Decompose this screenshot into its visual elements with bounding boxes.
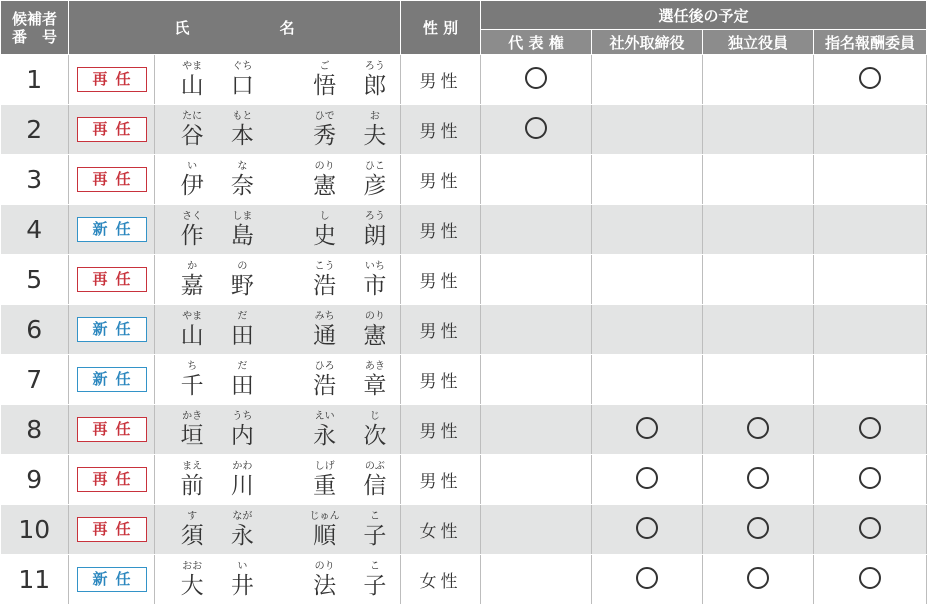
kanji: 浩 bbox=[313, 273, 337, 299]
kanji: 子 bbox=[363, 573, 387, 599]
kanji: 市 bbox=[363, 273, 387, 299]
independent-officer-mark-cell bbox=[703, 555, 814, 605]
kanji: 秀 bbox=[313, 123, 337, 149]
furigana: しげ bbox=[314, 461, 335, 472]
name-character bbox=[350, 361, 400, 400]
name-character bbox=[167, 161, 217, 200]
kanji: 奈 bbox=[230, 173, 254, 199]
name-character bbox=[300, 511, 350, 550]
status-cell bbox=[69, 55, 155, 105]
sex-cell: 男性 bbox=[401, 355, 481, 405]
independent-officer-mark-cell bbox=[703, 155, 814, 205]
kanji: 作 bbox=[180, 223, 204, 249]
nomination-committee-mark-cell bbox=[814, 155, 927, 205]
furigana: ぐち bbox=[232, 61, 253, 72]
name-character bbox=[167, 561, 217, 600]
kanji: 山 bbox=[180, 73, 204, 99]
outside-director-mark-cell bbox=[592, 205, 703, 255]
furigana: ひで bbox=[314, 111, 335, 122]
sex-cell: 男性 bbox=[401, 255, 481, 305]
sex-cell: 男性 bbox=[401, 205, 481, 255]
furigana: こ bbox=[369, 561, 380, 572]
name-character bbox=[350, 461, 400, 500]
furigana: たに bbox=[182, 111, 203, 122]
furigana: す bbox=[187, 511, 198, 522]
representative-mark-cell bbox=[481, 555, 592, 605]
representative-mark-cell bbox=[481, 205, 592, 255]
nomination-committee-mark-cell bbox=[814, 555, 927, 605]
status-badge: 新任 bbox=[77, 317, 147, 342]
furigana: し bbox=[319, 211, 330, 222]
sex-cell: 男性 bbox=[401, 105, 481, 155]
kanji: 須 bbox=[180, 523, 204, 549]
name-cell bbox=[155, 55, 401, 105]
candidate-name bbox=[155, 555, 400, 604]
circle-mark-icon bbox=[859, 567, 881, 589]
circle-mark-icon bbox=[636, 417, 658, 439]
status-cell bbox=[69, 405, 155, 455]
table-row bbox=[1, 355, 927, 405]
representative-mark-cell bbox=[481, 355, 592, 405]
kanji: 信 bbox=[363, 473, 387, 499]
name-character bbox=[217, 161, 267, 200]
name-character bbox=[350, 511, 400, 550]
furigana: お bbox=[369, 111, 380, 122]
furigana: かわ bbox=[232, 461, 253, 472]
circle-mark-icon bbox=[525, 67, 547, 89]
kanji: 田 bbox=[230, 323, 254, 349]
name-character bbox=[350, 261, 400, 300]
status-badge: 再任 bbox=[77, 117, 147, 142]
furigana: ろう bbox=[364, 211, 385, 222]
outside-director-header: 社外取締役 bbox=[592, 30, 703, 55]
name-header-right: 名 bbox=[279, 19, 295, 37]
furigana: みち bbox=[314, 311, 335, 322]
furigana: い bbox=[187, 161, 198, 172]
kanji: 川 bbox=[230, 473, 254, 499]
outside-director-mark-cell bbox=[592, 105, 703, 155]
status-cell bbox=[69, 255, 155, 305]
representative-header: 代 表 権 bbox=[481, 30, 592, 55]
independent-officer-mark-cell bbox=[703, 405, 814, 455]
name-cell bbox=[155, 255, 401, 305]
sex-cell: 男性 bbox=[401, 305, 481, 355]
representative-mark-cell bbox=[481, 305, 592, 355]
name-character bbox=[167, 211, 217, 250]
kanji: 井 bbox=[230, 573, 254, 599]
kanji: 本 bbox=[230, 123, 254, 149]
kanji: 伊 bbox=[180, 173, 204, 199]
candidate-name bbox=[155, 105, 400, 154]
circle-mark-icon bbox=[747, 567, 769, 589]
name-cell bbox=[155, 355, 401, 405]
kanji: 憲 bbox=[363, 323, 387, 349]
outside-director-mark-cell bbox=[592, 505, 703, 555]
name-character bbox=[217, 411, 267, 450]
kanji: 郎 bbox=[363, 73, 387, 99]
candidate-number-header bbox=[1, 1, 69, 55]
circle-mark-icon bbox=[636, 517, 658, 539]
candidate-number: 3 bbox=[1, 155, 69, 205]
kanji: 永 bbox=[230, 523, 254, 549]
candidate-number: 9 bbox=[1, 455, 69, 505]
independent-officer-header: 独立役員 bbox=[703, 30, 814, 55]
table-row bbox=[1, 555, 927, 605]
table-row bbox=[1, 205, 927, 255]
furigana: い bbox=[237, 561, 248, 572]
nomination-committee-mark-cell bbox=[814, 455, 927, 505]
sex-cell: 男性 bbox=[401, 155, 481, 205]
name-character bbox=[300, 561, 350, 600]
name-cell bbox=[155, 505, 401, 555]
status-cell bbox=[69, 155, 155, 205]
kanji: 法 bbox=[313, 573, 337, 599]
nomination-committee-mark-cell bbox=[814, 305, 927, 355]
furigana: な bbox=[237, 161, 248, 172]
name-character bbox=[167, 311, 217, 350]
status-badge: 再任 bbox=[77, 417, 147, 442]
candidate-number: 1 bbox=[1, 55, 69, 105]
furigana: のり bbox=[314, 561, 335, 572]
candidate-name bbox=[155, 405, 400, 454]
furigana: こう bbox=[314, 261, 335, 272]
table-row bbox=[1, 505, 927, 555]
kanji: 島 bbox=[230, 223, 254, 249]
furigana: のり bbox=[364, 311, 385, 322]
kanji: 永 bbox=[313, 423, 337, 449]
representative-mark-cell bbox=[481, 105, 592, 155]
circle-mark-icon bbox=[747, 417, 769, 439]
candidate-name bbox=[155, 505, 400, 554]
representative-mark-cell bbox=[481, 505, 592, 555]
furigana: ち bbox=[187, 361, 198, 372]
outside-director-mark-cell bbox=[592, 355, 703, 405]
nomination-committee-mark-cell bbox=[814, 105, 927, 155]
outside-director-mark-cell bbox=[592, 405, 703, 455]
nomination-committee-mark-cell bbox=[814, 205, 927, 255]
circle-mark-icon bbox=[525, 117, 547, 139]
kanji: 千 bbox=[180, 373, 204, 399]
furigana: いち bbox=[364, 261, 385, 272]
nomination-committee-mark-cell bbox=[814, 355, 927, 405]
furigana: だ bbox=[237, 311, 248, 322]
name-character bbox=[167, 411, 217, 450]
name-character bbox=[300, 461, 350, 500]
name-cell bbox=[155, 205, 401, 255]
name-character bbox=[217, 361, 267, 400]
kanji: 史 bbox=[313, 223, 337, 249]
independent-officer-mark-cell bbox=[703, 355, 814, 405]
furigana: のり bbox=[314, 161, 335, 172]
furigana: ひこ bbox=[364, 161, 385, 172]
candidate-number: 10 bbox=[1, 505, 69, 555]
name-character bbox=[217, 511, 267, 550]
nomination-committee-mark-cell bbox=[814, 505, 927, 555]
candidate-number: 5 bbox=[1, 255, 69, 305]
outside-director-mark-cell bbox=[592, 305, 703, 355]
furigana: えい bbox=[314, 411, 335, 422]
candidate-name bbox=[155, 305, 400, 354]
independent-officer-mark-cell bbox=[703, 305, 814, 355]
kanji: 口 bbox=[230, 73, 254, 99]
furigana: しま bbox=[232, 211, 253, 222]
kanji: 重 bbox=[313, 473, 337, 499]
independent-officer-mark-cell bbox=[703, 255, 814, 305]
kanji: 夫 bbox=[363, 123, 387, 149]
furigana: か bbox=[187, 261, 198, 272]
kanji: 野 bbox=[230, 273, 254, 299]
name-character bbox=[350, 61, 400, 100]
name-cell bbox=[155, 305, 401, 355]
furigana: あき bbox=[364, 361, 385, 372]
candidate-rows bbox=[1, 55, 927, 605]
candidate-number: 11 bbox=[1, 555, 69, 605]
independent-officer-mark-cell bbox=[703, 205, 814, 255]
kanji: 通 bbox=[313, 323, 337, 349]
furigana: おお bbox=[182, 561, 203, 572]
status-badge: 新任 bbox=[77, 567, 147, 592]
sex-cell: 男性 bbox=[401, 55, 481, 105]
name-character bbox=[300, 261, 350, 300]
name-character bbox=[300, 361, 350, 400]
sex-cell: 女性 bbox=[401, 505, 481, 555]
name-character bbox=[217, 211, 267, 250]
furigana: うち bbox=[232, 411, 253, 422]
name-header bbox=[69, 1, 401, 55]
sex-cell: 男性 bbox=[401, 455, 481, 505]
furigana: じ bbox=[369, 411, 380, 422]
candidate-name bbox=[155, 155, 400, 204]
furigana: なが bbox=[232, 511, 253, 522]
nomination-committee-mark-cell bbox=[814, 55, 927, 105]
furigana: の bbox=[237, 261, 248, 272]
name-character bbox=[350, 161, 400, 200]
furigana: こ bbox=[369, 511, 380, 522]
name-header-left: 氏 bbox=[174, 19, 190, 37]
name-character bbox=[167, 261, 217, 300]
kanji: 田 bbox=[230, 373, 254, 399]
name-character bbox=[300, 61, 350, 100]
status-cell bbox=[69, 205, 155, 255]
kanji: 前 bbox=[180, 473, 204, 499]
nomination-committee-header: 指名報酬委員 bbox=[814, 30, 927, 55]
name-cell bbox=[155, 405, 401, 455]
outside-director-mark-cell bbox=[592, 455, 703, 505]
candidate-number-header-line1: 候補者 bbox=[11, 9, 57, 28]
kanji: 順 bbox=[313, 523, 337, 549]
name-cell bbox=[155, 555, 401, 605]
name-character bbox=[350, 561, 400, 600]
status-badge: 再任 bbox=[77, 67, 147, 92]
candidate-number: 6 bbox=[1, 305, 69, 355]
furigana: ろう bbox=[364, 61, 385, 72]
name-character bbox=[300, 111, 350, 150]
status-badge: 再任 bbox=[77, 267, 147, 292]
candidate-name bbox=[155, 255, 400, 304]
nomination-committee-mark-cell bbox=[814, 405, 927, 455]
kanji: 垣 bbox=[180, 423, 204, 449]
candidate-name bbox=[155, 205, 400, 254]
status-badge: 新任 bbox=[77, 367, 147, 392]
kanji: 内 bbox=[230, 423, 254, 449]
table-row bbox=[1, 255, 927, 305]
circle-mark-icon bbox=[859, 67, 881, 89]
name-character bbox=[300, 311, 350, 350]
name-character bbox=[217, 311, 267, 350]
name-character bbox=[350, 111, 400, 150]
name-character bbox=[167, 461, 217, 500]
nomination-committee-mark-cell bbox=[814, 255, 927, 305]
independent-officer-mark-cell bbox=[703, 455, 814, 505]
sex-cell: 男性 bbox=[401, 405, 481, 455]
candidate-number: 7 bbox=[1, 355, 69, 405]
furigana: やま bbox=[182, 61, 203, 72]
table-row bbox=[1, 305, 927, 355]
candidate-number-header-line2: 番 号 bbox=[11, 27, 57, 46]
name-cell bbox=[155, 105, 401, 155]
name-character bbox=[300, 211, 350, 250]
kanji: 山 bbox=[180, 323, 204, 349]
furigana: もと bbox=[232, 111, 253, 122]
furigana: だ bbox=[237, 361, 248, 372]
kanji: 次 bbox=[363, 423, 387, 449]
representative-mark-cell bbox=[481, 55, 592, 105]
kanji: 悟 bbox=[313, 73, 337, 99]
name-character bbox=[217, 111, 267, 150]
independent-officer-mark-cell bbox=[703, 55, 814, 105]
furigana: かき bbox=[182, 411, 203, 422]
furigana: まえ bbox=[182, 461, 203, 472]
candidate-number: 8 bbox=[1, 405, 69, 455]
circle-mark-icon bbox=[859, 467, 881, 489]
name-character bbox=[300, 161, 350, 200]
status-cell bbox=[69, 305, 155, 355]
name-character bbox=[217, 561, 267, 600]
candidate-name bbox=[155, 355, 400, 404]
sex-cell: 女性 bbox=[401, 555, 481, 605]
status-cell bbox=[69, 355, 155, 405]
kanji: 浩 bbox=[313, 373, 337, 399]
sex-header: 性 別 bbox=[401, 1, 481, 55]
candidate-number: 4 bbox=[1, 205, 69, 255]
status-badge: 再任 bbox=[77, 517, 147, 542]
kanji: 章 bbox=[363, 373, 387, 399]
furigana: やま bbox=[182, 311, 203, 322]
circle-mark-icon bbox=[747, 467, 769, 489]
independent-officer-mark-cell bbox=[703, 105, 814, 155]
outside-director-mark-cell bbox=[592, 555, 703, 605]
name-character bbox=[167, 361, 217, 400]
candidate-name bbox=[155, 55, 400, 104]
circle-mark-icon bbox=[636, 467, 658, 489]
name-character bbox=[167, 511, 217, 550]
kanji: 朗 bbox=[363, 223, 387, 249]
name-cell bbox=[155, 155, 401, 205]
status-cell bbox=[69, 105, 155, 155]
name-cell bbox=[155, 455, 401, 505]
representative-mark-cell bbox=[481, 405, 592, 455]
name-character bbox=[167, 111, 217, 150]
table-row bbox=[1, 155, 927, 205]
kanji: 大 bbox=[180, 573, 204, 599]
furigana: さく bbox=[182, 211, 203, 222]
kanji: 嘉 bbox=[180, 273, 204, 299]
candidate-number: 2 bbox=[1, 105, 69, 155]
plan-header: 選任後の予定 bbox=[481, 1, 927, 30]
name-character bbox=[217, 261, 267, 300]
name-character bbox=[350, 311, 400, 350]
furigana: ひろ bbox=[314, 361, 335, 372]
outside-director-mark-cell bbox=[592, 255, 703, 305]
status-badge: 新任 bbox=[77, 217, 147, 242]
circle-mark-icon bbox=[636, 567, 658, 589]
candidate-name bbox=[155, 455, 400, 504]
outside-director-mark-cell bbox=[592, 55, 703, 105]
status-badge: 再任 bbox=[77, 167, 147, 192]
name-character bbox=[167, 61, 217, 100]
furigana: ご bbox=[319, 61, 330, 72]
name-character bbox=[217, 461, 267, 500]
name-character bbox=[350, 211, 400, 250]
independent-officer-mark-cell bbox=[703, 505, 814, 555]
kanji: 憲 bbox=[313, 173, 337, 199]
name-character bbox=[300, 411, 350, 450]
furigana: のぶ bbox=[364, 461, 385, 472]
status-cell bbox=[69, 455, 155, 505]
name-character bbox=[350, 411, 400, 450]
circle-mark-icon bbox=[859, 417, 881, 439]
status-cell bbox=[69, 555, 155, 605]
outside-director-mark-cell bbox=[592, 155, 703, 205]
kanji: 彦 bbox=[363, 173, 387, 199]
table-row bbox=[1, 405, 927, 455]
representative-mark-cell bbox=[481, 255, 592, 305]
circle-mark-icon bbox=[747, 517, 769, 539]
furigana: じゅん bbox=[309, 511, 340, 522]
name-character bbox=[217, 61, 267, 100]
status-badge: 再任 bbox=[77, 467, 147, 492]
status-cell bbox=[69, 505, 155, 555]
kanji: 子 bbox=[363, 523, 387, 549]
representative-mark-cell bbox=[481, 155, 592, 205]
kanji: 谷 bbox=[180, 123, 204, 149]
circle-mark-icon bbox=[859, 517, 881, 539]
table-row bbox=[1, 55, 927, 105]
table-row bbox=[1, 105, 927, 155]
representative-mark-cell bbox=[481, 455, 592, 505]
table-row bbox=[1, 455, 927, 505]
